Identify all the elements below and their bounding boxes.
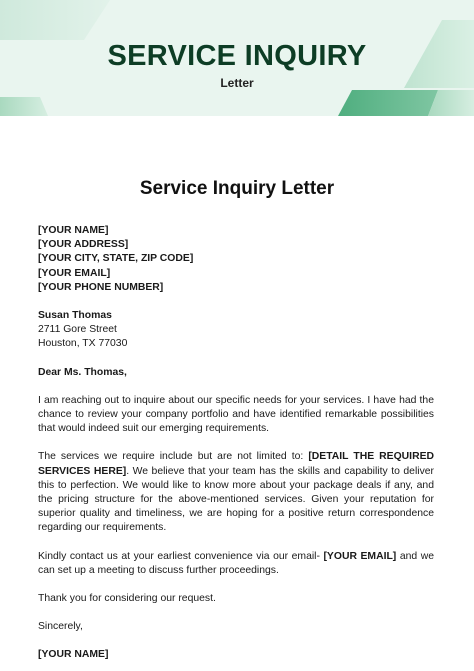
recipient-block [38,309,434,352]
sender-address: [YOUR ADDRESS] [38,239,129,251]
signature: [YOUR NAME] [38,649,109,661]
paragraph-2-text-end: . We believe that your team has the skills and capability to deliver this to perfection. We would like to know more about your package deals if any, and the pricing structure for the above-mentioned services. Given your reputation for superior quality and timeliness, we are hoping for a positive return correspondence regarding our requirements. [38,465,434,534]
closing: Sincerely, [38,621,83,633]
banner-subtitle: Letter [220,76,254,90]
recipient-street: 2711 Gore Street [38,324,117,336]
paragraph-3 [38,550,434,578]
paragraph-2-text: The services we require include but are not limited to: [38,451,309,463]
paragraph-3-text: Kindly contact us at your earliest convenience via our email- [38,550,324,562]
salutation: Dear Ms. Thomas, [38,366,127,378]
letter-body [38,224,434,663]
sender-email: [YOUR EMAIL] [38,267,111,279]
sender-block [38,224,434,295]
paragraph-1: I am reaching out to inquire about our specific needs for your services. I have had the chance to review your company portfolio and have identified remarkable possibilities that would indeed suit our emerging requirements. [38,394,434,435]
sender-phone: [YOUR PHONE NUMBER] [38,281,164,293]
recipient-name: Susan Thomas [38,310,112,322]
paragraph-3-text-end: and we can set up a meeting to discuss further proceedings. [38,550,434,576]
document-title: Service Inquiry Letter [139,178,335,199]
sender-city: [YOUR CITY, STATE, ZIP CODE] [38,253,194,265]
sender-name: [YOUR NAME] [38,225,109,236]
recipient-city: Houston, TX 77030 [38,338,128,350]
paragraph-4: Thank you for considering our request. [38,593,216,605]
paragraph-2-placeholder: [DETAIL THE REQUIRED SERVICES HERE] [38,451,435,477]
header-banner [0,0,474,116]
paragraph-2 [38,450,434,535]
paragraph-3-placeholder: [YOUR EMAIL] [323,550,397,562]
banner-title: SERVICE INQUIRY [107,40,367,72]
